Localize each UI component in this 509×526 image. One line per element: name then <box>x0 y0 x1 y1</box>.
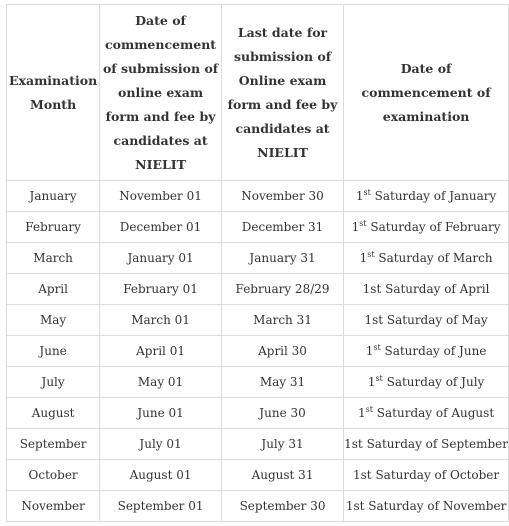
table-body <box>7 181 509 522</box>
table-header-row <box>7 5 509 181</box>
table-row <box>7 181 509 212</box>
cell-month: January <box>7 181 100 212</box>
cell-month: April <box>7 274 100 305</box>
header-submission-last-date: Last date for submission of Online exam form and fee by candidates at NIELIT <box>221 5 343 181</box>
ordinal-suffix: st <box>375 374 383 383</box>
ordinal: 1st <box>345 499 365 513</box>
cell-month: October <box>7 460 100 491</box>
cell-last: September 30 <box>221 491 343 522</box>
ordinal: 1st <box>344 437 363 451</box>
table-row <box>7 398 509 429</box>
ordinal-suffix: st <box>367 250 375 259</box>
table-row <box>7 460 509 491</box>
cell-last: January 31 <box>221 243 343 274</box>
cell-month: March <box>7 243 100 274</box>
header-submission-start: Date of commencement of submission of online exam form and fee by candidates at NIELIT <box>100 5 222 181</box>
exam-text: Saturday of October <box>371 468 500 482</box>
exam-text: Saturday of July <box>382 375 485 389</box>
table-row <box>7 429 509 460</box>
cell-start: February 01 <box>100 274 222 305</box>
ordinal: 1 <box>365 344 374 358</box>
ordinal: 1st <box>362 282 382 296</box>
cell-month: August <box>7 398 100 429</box>
cell-exam <box>344 274 509 305</box>
cell-start: March 01 <box>100 305 222 336</box>
ordinal: 1 <box>359 251 368 265</box>
exam-text: Saturday of September <box>362 437 508 451</box>
ordinal-suffix: st <box>363 188 371 197</box>
cell-last: February 28/29 <box>221 274 343 305</box>
cell-exam <box>344 460 509 491</box>
cell-last: July 31 <box>221 429 343 460</box>
cell-start: November 01 <box>100 181 222 212</box>
cell-last: August 31 <box>221 460 343 491</box>
exam-schedule-table <box>6 4 509 522</box>
table-row <box>7 305 509 336</box>
table-row <box>7 336 509 367</box>
cell-last: May 31 <box>221 367 343 398</box>
ordinal: 1st <box>353 468 372 482</box>
cell-exam <box>344 305 509 336</box>
exam-text: Saturday of January <box>370 189 497 203</box>
cell-start: January 01 <box>100 243 222 274</box>
cell-last: June 30 <box>221 398 343 429</box>
ordinal: 1 <box>355 189 364 203</box>
ordinal-suffix: st <box>365 405 373 414</box>
cell-exam <box>344 336 509 367</box>
ordinal: 1 <box>358 406 366 420</box>
exam-text: Saturday of March <box>374 251 493 265</box>
cell-start: August 01 <box>100 460 222 491</box>
cell-exam <box>344 212 509 243</box>
exam-text: Saturday of February <box>366 220 501 234</box>
cell-month: February <box>7 212 100 243</box>
cell-month: July <box>7 367 100 398</box>
exam-text: Saturday of May <box>383 313 488 327</box>
cell-last: March 31 <box>221 305 343 336</box>
table-row <box>7 243 509 274</box>
cell-month: November <box>7 491 100 522</box>
cell-exam <box>344 491 509 522</box>
ordinal: 1 <box>367 375 376 389</box>
cell-last: November 30 <box>221 181 343 212</box>
cell-start: July 01 <box>100 429 222 460</box>
cell-last: April 30 <box>221 336 343 367</box>
exam-text: Saturday of June <box>380 344 487 358</box>
ordinal: 1st <box>364 313 384 327</box>
table-row <box>7 491 509 522</box>
cell-exam <box>344 243 509 274</box>
header-exam-commencement: Date of commencement of examination <box>344 5 509 181</box>
ordinal-suffix: st <box>359 219 367 228</box>
cell-start: September 01 <box>100 491 222 522</box>
header-examination-month: Examination Month <box>7 5 100 181</box>
exam-text: Saturday of November <box>364 499 507 513</box>
cell-month: May <box>7 305 100 336</box>
cell-start: June 01 <box>100 398 222 429</box>
cell-month: June <box>7 336 100 367</box>
cell-start: April 01 <box>100 336 222 367</box>
cell-last: December 31 <box>221 212 343 243</box>
cell-exam <box>344 181 509 212</box>
cell-exam <box>344 429 509 460</box>
table-row <box>7 367 509 398</box>
cell-exam <box>344 398 509 429</box>
cell-exam <box>344 367 509 398</box>
exam-text: Saturday of April <box>381 282 490 296</box>
exam-text: Saturday of August <box>372 406 495 420</box>
cell-start: May 01 <box>100 367 222 398</box>
ordinal: 1 <box>351 220 360 234</box>
table-row <box>7 274 509 305</box>
table-row <box>7 212 509 243</box>
cell-month: September <box>7 429 100 460</box>
cell-start: December 01 <box>100 212 222 243</box>
ordinal-suffix: st <box>373 343 381 352</box>
